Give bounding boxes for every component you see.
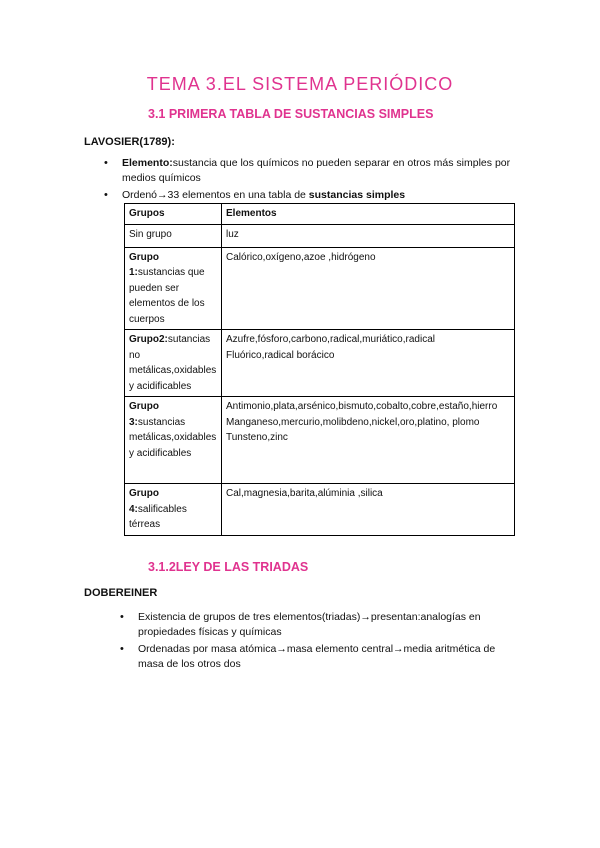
elements-cell: Antimonio,plata,arsénico,bismuto,cobalto,cobre,estaño,hierro Manganeso,mercurio,molibdeno,nickel,oro,platino, plomo Tunsteno,zinc [222,397,515,484]
group-cell: Sin grupo [125,224,222,247]
elements-cell: Calórico,oxígeno,azoe ,hidrógeno [222,247,515,330]
bullet-ordeno: • Ordenó→33 elementos en una tabla de sustancias simples [104,188,514,203]
table-header-row [125,204,515,225]
group-cell: Grupo 1:sustancias que pueden ser elementos de los cuerpos [125,247,222,330]
group-cell: Grupo 4:salificables térreas [125,484,222,536]
table-row [125,247,515,330]
elements-cell: luz [222,224,515,247]
bullet-elemento: • Elemento:sustancia que los químicos no pueden separar en otros más simples por medios químicos [104,156,514,186]
group-cell: Grupo2:sutancias no metálicas,oxidables y acidificables [125,330,222,397]
section-heading-2: 3.1.2LEY DE LAS TRIADAS [148,560,309,574]
group-cell: Grupo 3:sustancias metálicas,oxidables y acidificables [125,397,222,484]
bullet-ordenadas: • Ordenadas por masa atómica→masa elemento central→media aritmética de masa de los otros dos [120,642,520,672]
elements-cell: Cal,magnesia,barita,alúminia ,silica [222,484,515,536]
page-title: TEMA 3.EL SISTEMA PERIÓDICO [146,74,454,94]
header-elementos: Elementos [222,204,515,225]
section-heading-1: 3.1 PRIMERA TABLA DE SUSTANCIAS SIMPLES [148,107,434,121]
table-row [125,484,515,536]
table-row [125,330,515,397]
elements-cell: Azufre,fósforo,carbono,radical,muriático,radical Fluórico,radical borácico [222,330,515,397]
header-grupos: Grupos [125,204,222,225]
table-row [125,397,515,484]
substances-table [124,203,515,536]
bullet-triadas: • Existencia de grupos de tres elementos(triadas)→presentan:analogías en propiedades físicas y químicas [120,610,520,640]
table-row [125,224,515,247]
lavoisier-heading: LAVOSIER(1789): [84,136,175,148]
lavoisier-bullets [104,156,514,205]
dobereiner-heading: DOBEREINER [84,587,158,599]
triadas-bullets [120,610,520,674]
